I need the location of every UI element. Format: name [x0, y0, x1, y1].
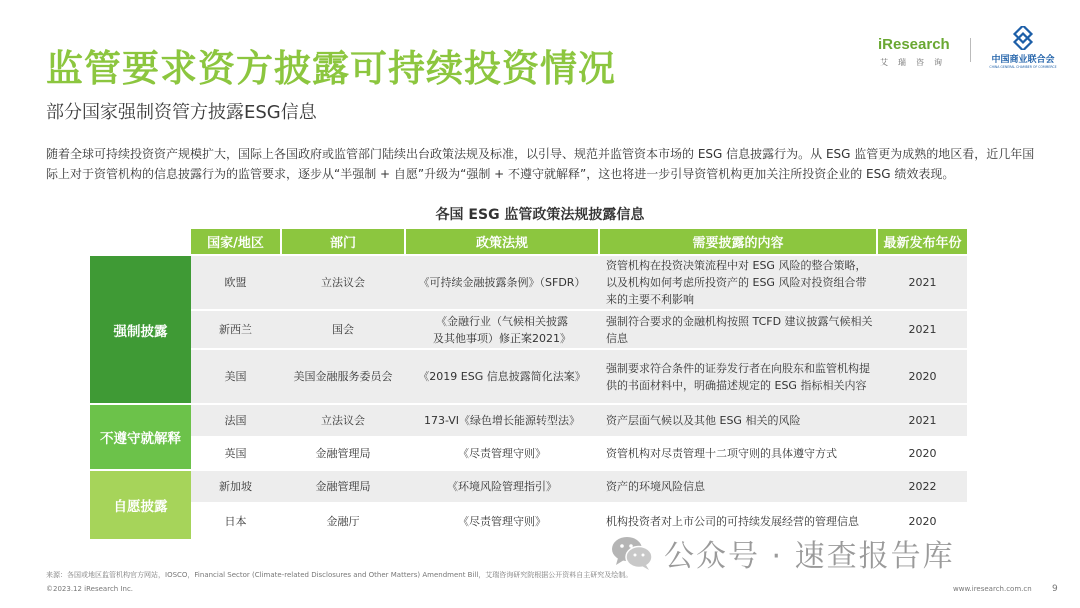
cgcc-logo-name: 中国商业联合会 [991, 55, 1055, 65]
cell-dept: 立法议会 [321, 276, 365, 289]
header-year: 最新发布年份 [878, 229, 967, 254]
cell-region: 新加坡 [219, 480, 252, 493]
iresearch-logo-name: iResearch [878, 36, 950, 53]
cell-policy: 《尽责管理守则》 [458, 515, 546, 528]
watermark [610, 532, 955, 574]
cell-content: 强制符合要求的金融机构按照 TCFD 建议披露气候相关信息 [606, 314, 873, 345]
site-url: www.iresearch.com.cn [953, 585, 1032, 593]
header-region: 国家/地区 [191, 229, 280, 254]
cell-policy: 《可持续金融披露条例》（SFDR） [418, 276, 586, 289]
cell-year: 2020 [908, 515, 937, 528]
cgcc-emblem-icon [1010, 26, 1036, 50]
intro-paragraph: 随着全球可持续投资资产规模扩大，国际上各国政府或监管部门陆续出台政策法规及标准，以引导、规范并监管资本市场的 ESG 信息披露行为。从 ESG 监管更为成熟的地区看，近几年国际上对于资管机构的信息披露行为的监管要求，逐步从“半强制 + 自愿”升级为“强制 + 不遵守就解释”，这也将进一步引导资管机构更加关注所投资企业的 ESG 绩效表现。 [46, 147, 1035, 181]
cell-dept: 立法议会 [321, 414, 365, 427]
cell-policy: 《金融行业（气候相关披露及其他事项）修正案2021》 [433, 314, 571, 345]
cell-policy: 173-VI《绿色增长能源转型法》 [423, 414, 581, 427]
esg-policy-table [90, 229, 967, 541]
cell-year: 2021 [908, 323, 937, 336]
iresearch-logo-sub: 艾瑞咨询 [880, 58, 952, 67]
cell-region: 欧盟 [224, 276, 247, 289]
page-title: 监管要求资方披露可持续投资情况 [46, 47, 616, 90]
cgcc-logo-en: CHINA GENERAL CHAMBER OF COMMERCE [989, 65, 1057, 69]
category-comply-or-explain: 不遵守就解释 [90, 405, 191, 469]
cell-year: 2022 [908, 480, 937, 493]
cell-content: 资产层面气候以及其他 ESG 相关的风险 [606, 414, 801, 427]
cell-region: 新西兰 [219, 323, 252, 336]
cell-year: 2021 [908, 276, 937, 289]
iresearch-logo [878, 36, 962, 72]
cell-year: 2020 [908, 447, 937, 460]
category-forced: 强制披露 [90, 256, 191, 403]
cell-region: 日本 [224, 515, 247, 528]
page-number: 9 [1052, 584, 1058, 594]
category-voluntary: 自愿披露 [90, 471, 191, 539]
cell-content: 强制要求符合条件的证券发行者在向股东和监管机构提供的书面材料中，明确描述规定的 ESG 指标相关内容 [606, 361, 870, 392]
cell-content: 资管机构在投资决策流程中对 ESG 风险的整合策略，以及机构如何考虑所投资产的 ESG 风险对投资组合带来的主要不利影响 [606, 259, 867, 306]
wechat-icon [610, 534, 654, 572]
cell-region: 英国 [224, 447, 247, 460]
cell-policy: 《2019 ESG 信息披露简化法案》 [418, 370, 586, 383]
header-dept: 部门 [282, 229, 404, 254]
cell-dept: 美国金融服务委员会 [293, 370, 393, 383]
cell-dept: 金融管理局 [315, 480, 371, 493]
table-title: 各国 ESG 监管政策法规披露信息 [435, 207, 645, 223]
cell-dept: 金融厅 [326, 515, 360, 528]
cell-policy: 《尽责管理守则》 [458, 447, 546, 460]
cell-dept: 金融管理局 [315, 447, 371, 460]
logo-divider [970, 38, 971, 62]
cell-year: 2021 [908, 414, 937, 427]
cell-content: 机构投资者对上市公司的可持续发展经营的管理信息 [606, 515, 859, 528]
watermark-text: 公众号 · 速查报告库 [664, 539, 955, 574]
cell-policy: 《环境风险管理指引》 [447, 480, 557, 493]
source-note: 来源：各国或地区监管机构官方网站，IOSCO，Financial Sector (Climate-related Disclosures and Other Matters) Amendment Bill，艾瑞咨询研究院根据公开资料自主研究及绘制。 [46, 571, 633, 579]
cell-content: 资产的环境风险信息 [606, 480, 705, 493]
header-content: 需要披露的内容 [600, 229, 876, 254]
cell-region: 法国 [224, 414, 247, 427]
cell-content: 资管机构对尽责管理十二项守则的具体遵守方式 [606, 447, 837, 460]
header-policy: 政策法规 [406, 229, 598, 254]
page-subtitle: 部分国家强制资管方披露ESG信息 [46, 102, 317, 123]
cell-year: 2020 [908, 370, 937, 383]
cell-dept: 国会 [332, 323, 354, 336]
cell-region: 美国 [224, 370, 247, 383]
copyright: ©2023.12 iResearch Inc. [46, 585, 134, 593]
cgcc-logo [978, 26, 1068, 76]
